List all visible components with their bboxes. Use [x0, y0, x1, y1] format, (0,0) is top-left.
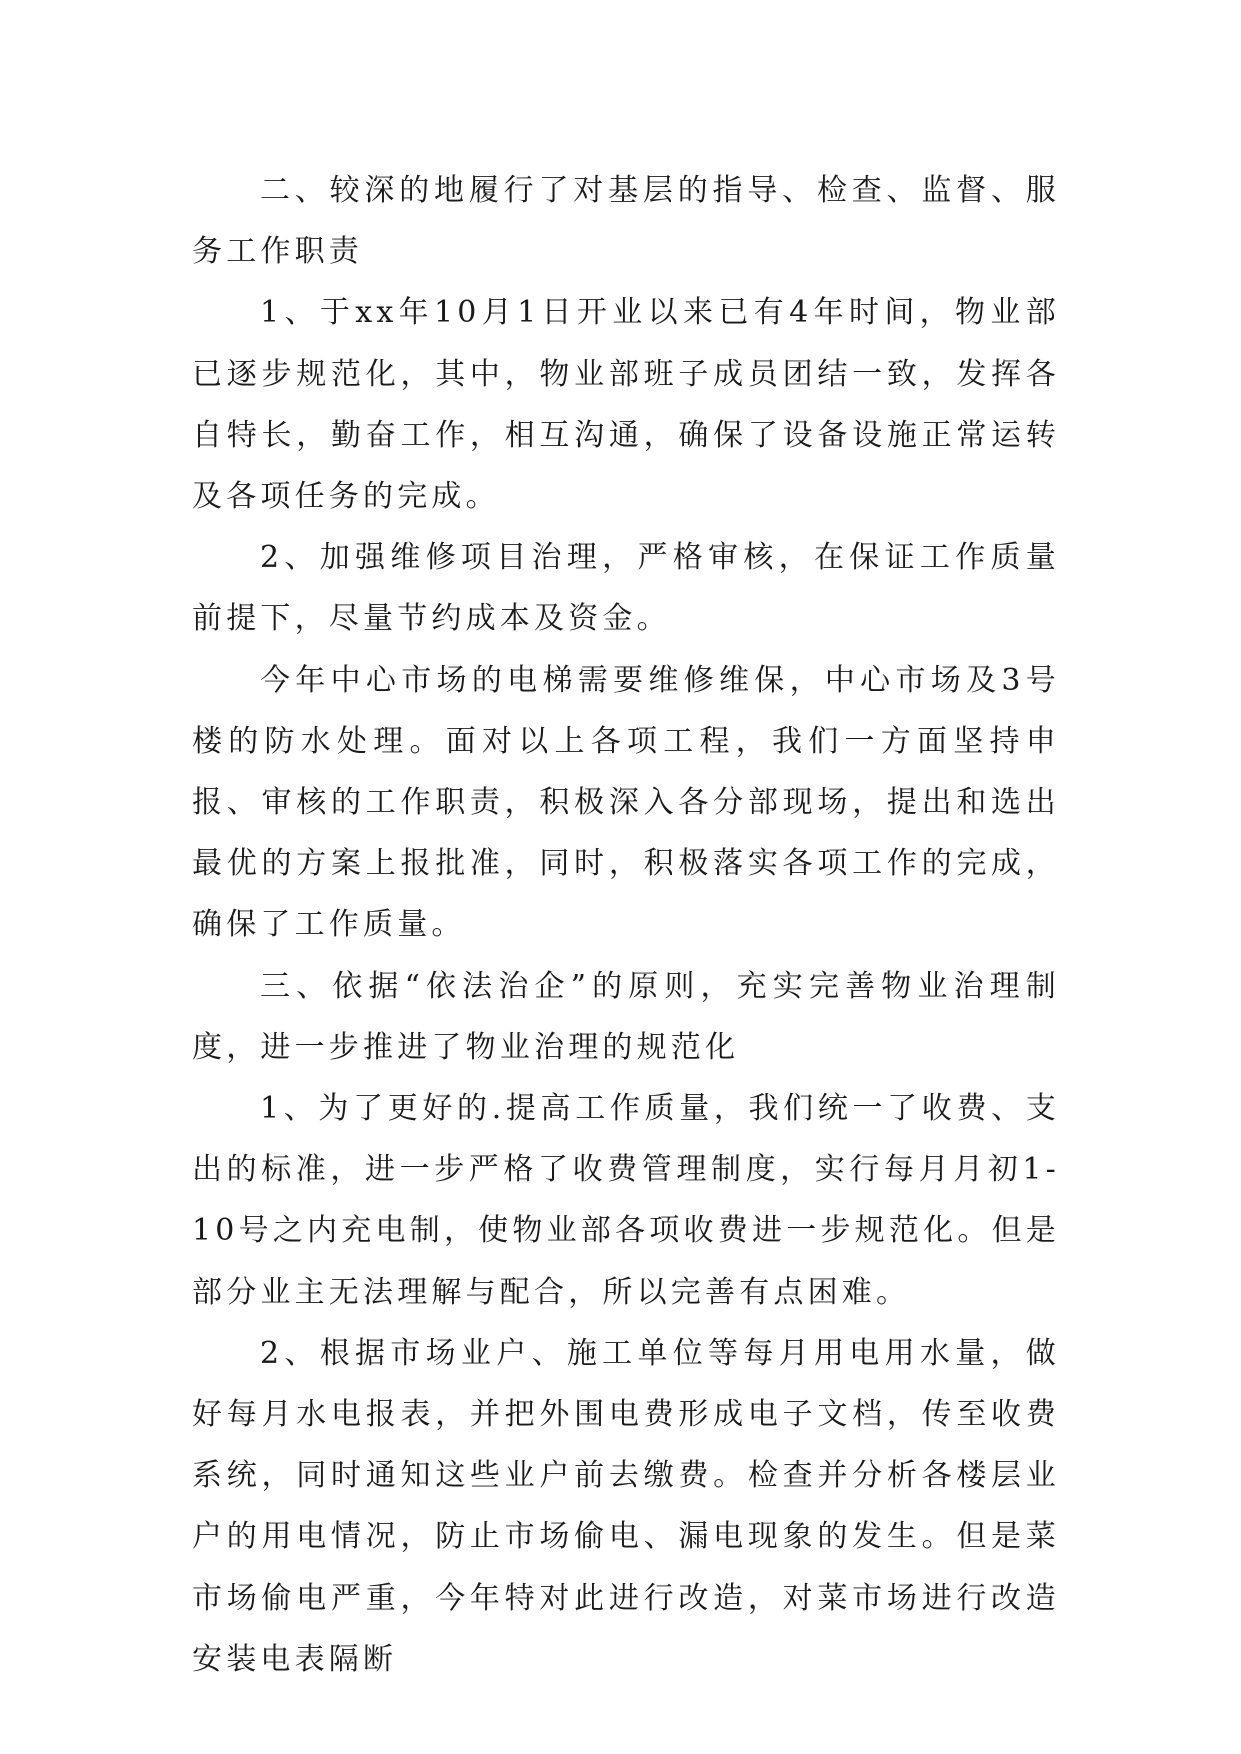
paragraph-utility-report: 2、根据市场业户、施工单位等每月用电用水量，做好每月水电报表，并把外围电费形成电子文档，传至收费系统，同时通知这些业户前去缴费。检查并分析各楼层业户的用电情况，防止市场偷电、漏电现象的发生。但是菜市场偷电严重，今年特对此进行改造，对菜市场进行改造安装电表隔断: [192, 1335, 1060, 1677]
section-heading-two: 二、较深的地履行了对基层的指导、检查、监督、服务工作职责: [192, 173, 1060, 270]
document-body: [192, 160, 1060, 1690]
section-heading-three: 三、依据“依法治企”的原则，充实完善物业治理制度，进一步推进了物业治理的规范化: [192, 968, 1060, 1065]
paragraph-item-2: 2、加强维修项目治理，严格审核，在保证工作质量前提下，尽量节约成本及资金。: [192, 540, 1060, 637]
paragraph-elevator-waterproofing: 今年中心市场的电梯需要维修维保，中心市场及3号楼的防水处理。面对以上各项工程，我们一方面坚持申报、审核的工作职责，积极深入各分部现场，提出和选出最优的方案上报批准，同时，积极落实各项工作的完成，确保了工作质量。: [192, 662, 1060, 943]
paragraph-fee-standard: 1、为了更好的.提高工作质量，我们统一了收费、支出的标准，进一步严格了收费管理制度，实行每月月初1-10号之内充电制，使物业部各项收费进一步规范化。但是部分业主无法理解与配合，所以完善有点困难。: [192, 1091, 1060, 1310]
paragraph-item-1: 1、于xx年10月1日开业以来已有4年时间，物业部已逐步规范化，其中，物业部班子成员团结一致，发挥各自特长，勤奋工作，相互沟通，确保了设备设施正常运转及各项任务的完成。: [192, 295, 1060, 515]
